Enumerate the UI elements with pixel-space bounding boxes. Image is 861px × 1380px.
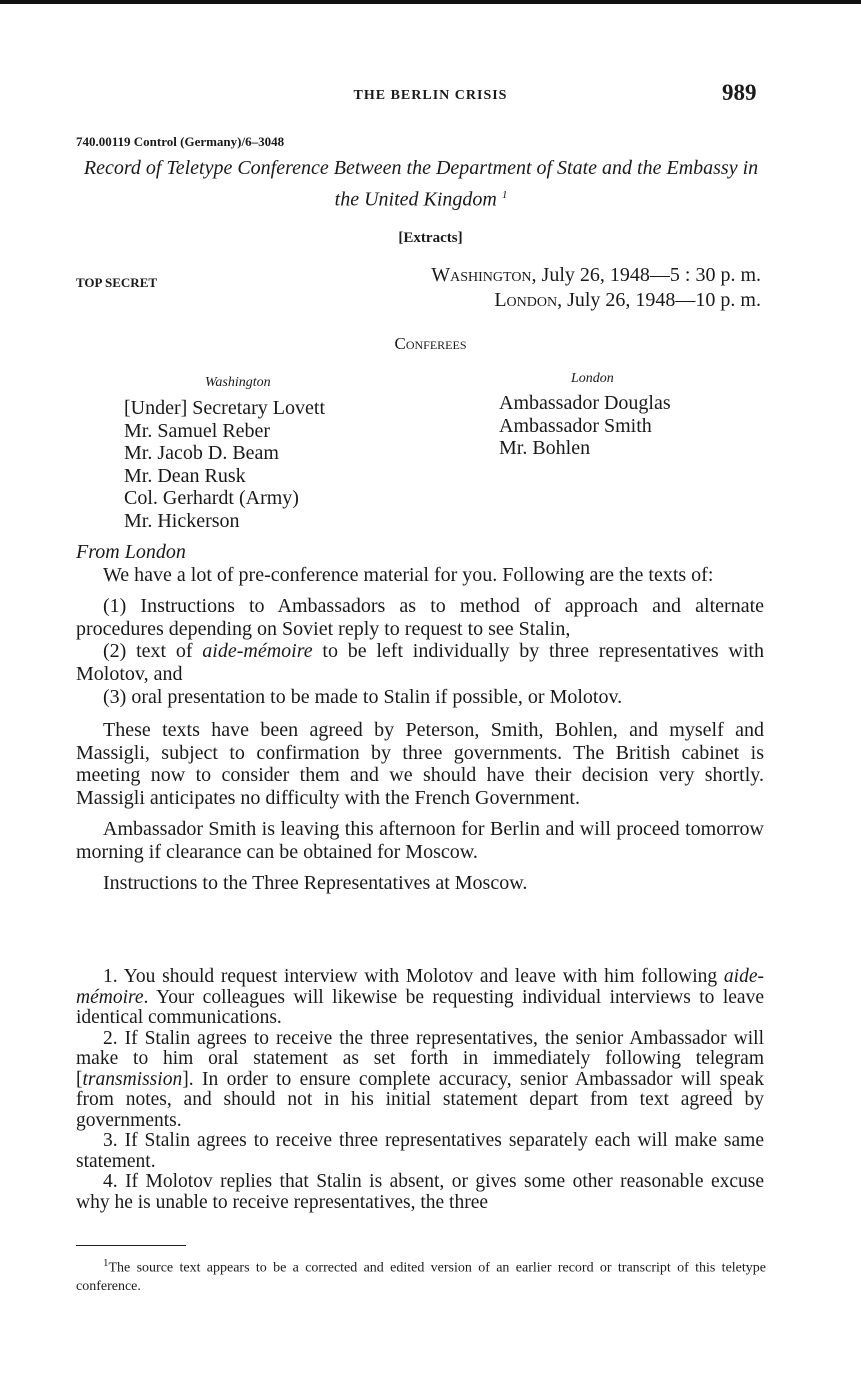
file-reference: 740.00119 Control (Germany)/6–3048 bbox=[76, 134, 285, 149]
instruction-item: 4. If Molotov replies that Stalin is absent, or gives some other reasonable excuse why he is unable to receive representatives, the three bbox=[76, 1171, 764, 1213]
footnote-rule bbox=[76, 1245, 186, 1246]
instruction-text: 2. If Stalin agrees to receive the three representatives, the senior Ambassador will make to him oral statement as set forth in immediately following telegram [ bbox=[76, 1027, 764, 1090]
dateline-washington bbox=[431, 264, 761, 287]
page-top-border bbox=[0, 0, 861, 4]
conferee-name: Ambassador Douglas bbox=[499, 392, 671, 414]
list-item-emphasis: aide-mémoire bbox=[202, 640, 313, 663]
title-footnote-marker: 1 bbox=[501, 189, 508, 201]
instructions-list bbox=[76, 967, 764, 1213]
intro-paragraph: We have a lot of pre-conference material for you. Following are the texts of: bbox=[103, 564, 714, 586]
document-title bbox=[76, 155, 766, 214]
instruction-text: . Your colleagues will likewise be requesting individual interviews to leave identical communications. bbox=[76, 986, 764, 1028]
extracts-label: [Extracts] bbox=[398, 230, 463, 246]
instruction-text: 1. You should request interview with Molotov and leave with him following bbox=[103, 966, 724, 987]
dateline-date: , July 26, 1948—5 : 30 p. m. bbox=[531, 264, 761, 286]
instruction-item bbox=[76, 1029, 764, 1132]
list-item: (3) oral presentation to be made to Stalin if possible, or Molotov. bbox=[103, 685, 623, 708]
agreement-paragraph: These texts have been agreed by Peterson, Smith, Bohlen, and myself and Massigli, subject to confirmation by three governments. The British cabinet is meeting now to consider them and we should have their decision very shortly. Massigli anticipates no difficulty with the French Government. bbox=[76, 718, 764, 810]
instructions-heading: Instructions to the Three Representatives at Moscow. bbox=[103, 871, 528, 894]
conferee-name: Ambassador Smith bbox=[499, 414, 652, 437]
footnote-text: The source text appears to be a corrected and edited version of an earlier record or transcript of this teletype conference. bbox=[76, 1260, 766, 1294]
running-head: THE BERLIN CRISIS bbox=[353, 88, 508, 103]
dateline-place: Washington bbox=[431, 264, 532, 286]
instruction-item: 3. If Stalin agrees to receive three representatives separately each will make same statement. bbox=[76, 1130, 764, 1172]
conferees-heading: Conferees bbox=[394, 334, 467, 353]
document-title-text: Record of Teletype Conference Between the Department of State and the Embassy in the United Kingdom bbox=[83, 157, 759, 211]
conferee-name: Mr. Hickerson bbox=[124, 509, 240, 532]
instruction-text: ]. In order to ensure complete accuracy, senior Ambassador will speak from notes, and should not in his initial statement depart from text agreed by governments. bbox=[76, 1068, 764, 1131]
instruction-emphasis: transmission bbox=[82, 1068, 183, 1090]
message-body bbox=[76, 564, 764, 894]
list-item: (1) Instructions to Ambassadors as to method of approach and alternate procedures depending on Soviet reply to request to see Stalin, bbox=[76, 594, 764, 640]
conferee-name: Mr. Dean Rusk bbox=[124, 464, 246, 487]
washington-conferees-list bbox=[124, 397, 325, 532]
london-conferees-list bbox=[499, 392, 671, 460]
dateline-london bbox=[494, 289, 761, 312]
conferee-name: Col. Gerhardt (Army) bbox=[124, 487, 299, 509]
page-number: 989 bbox=[722, 80, 757, 105]
list-item-text: (2) text of bbox=[103, 640, 203, 663]
instruction-item bbox=[76, 967, 764, 1029]
footnote bbox=[76, 1254, 766, 1296]
classification-label: TOP SECRET bbox=[76, 275, 158, 290]
list-item-text: to be left individually by three representatives with Molotov, and bbox=[76, 640, 764, 686]
conferee-name: Mr. Jacob D. Beam bbox=[124, 442, 279, 464]
dateline-place: London bbox=[494, 289, 558, 311]
list-item bbox=[76, 640, 764, 686]
dateline-date: , July 26, 1948—10 p. m. bbox=[557, 289, 761, 311]
washington-heading: Washington bbox=[205, 375, 271, 390]
conferee-name: Mr. Samuel Reber bbox=[124, 419, 271, 442]
conferee-name: [Under] Secretary Lovett bbox=[124, 397, 326, 419]
conferee-name: Mr. Bohlen bbox=[499, 437, 591, 459]
footnote-marker: 1 bbox=[103, 1257, 109, 1269]
texts-list bbox=[76, 595, 764, 709]
smith-paragraph: Ambassador Smith is leaving this afternoon for Berlin and will proceed tomorrow morning if clearance can be obtained for Moscow. bbox=[76, 817, 764, 863]
instruction-emphasis: aide-mémoire bbox=[76, 966, 764, 1008]
from-london-heading: From London bbox=[76, 541, 186, 563]
london-heading: London bbox=[571, 371, 614, 386]
